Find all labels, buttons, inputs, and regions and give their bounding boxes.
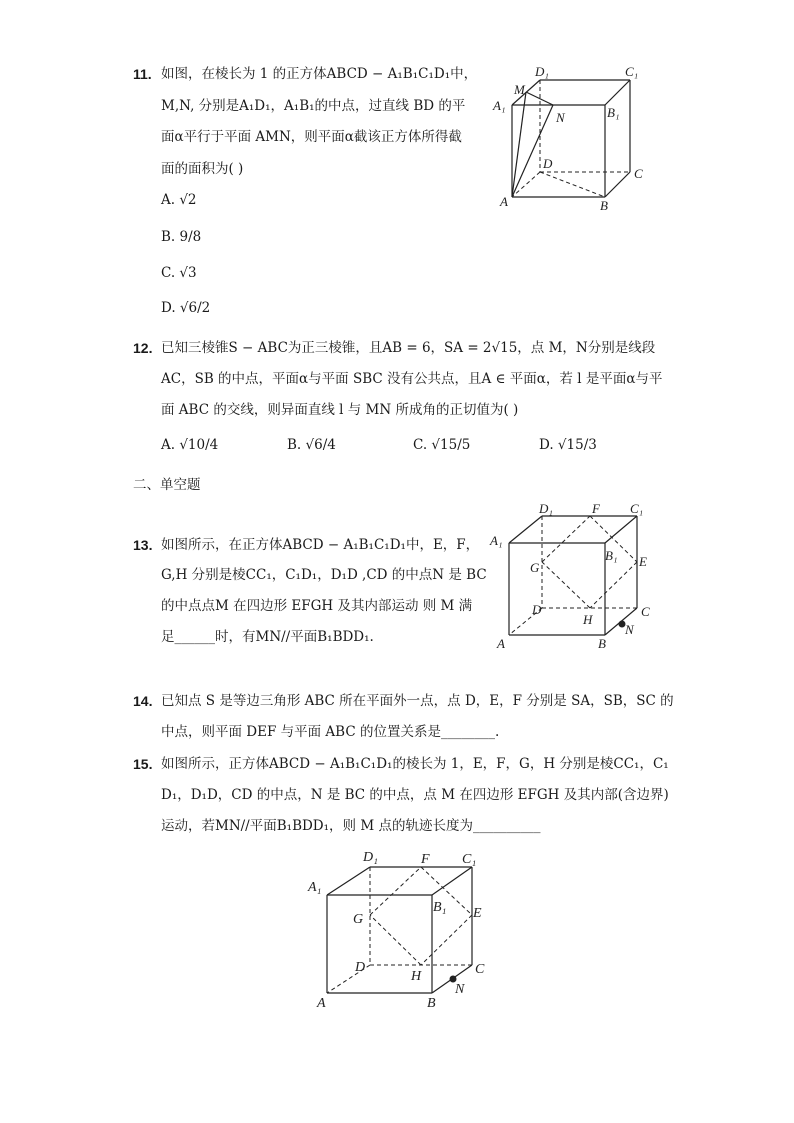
q11-label-b: B bbox=[600, 198, 608, 213]
q11-number: 11. bbox=[133, 66, 152, 82]
q15-label-b: B bbox=[427, 996, 436, 1011]
q13-label-b1: B₁ bbox=[605, 548, 618, 563]
q15-line-3: 运动，若MN//平面B₁BDD₁，则 M 点的轨迹长度为__________ bbox=[161, 818, 541, 834]
q15-number: 15. bbox=[133, 756, 153, 772]
q11-option-a[interactable]: A. √2 bbox=[161, 192, 197, 208]
q11-line-1: 如图，在棱长为 1 的正方体ABCD − A₁B₁C₁D₁中， bbox=[161, 66, 478, 82]
q11-line-3: 面α平行于平面 AMN，则平面α截该正方体所得截 bbox=[161, 129, 462, 145]
q13-label-d: D bbox=[532, 602, 542, 617]
q14-number: 14. bbox=[133, 693, 153, 709]
q13-label-c: C bbox=[641, 604, 650, 619]
q13-label-g: G bbox=[530, 560, 540, 575]
q11-line-2: M,N, 分别是A₁D₁，A₁B₁的中点，过直线 BD 的平 bbox=[161, 98, 466, 114]
q11-label-a1: A₁ bbox=[493, 98, 506, 113]
q11-label-c: C bbox=[634, 166, 643, 181]
q14-line-1: 已知点 S 是等边三角形 ABC 所在平面外一点，点 D，E，F 分别是 SA，SB，SC 的 bbox=[161, 693, 674, 709]
q11-option-d[interactable]: D. √6/2 bbox=[161, 300, 211, 316]
q15-label-e: E bbox=[473, 906, 482, 921]
q12-line-3: 面 ABC 的交线，则异面直线 l 与 MN 所成角的正切值为( ) bbox=[161, 402, 519, 418]
section-title: 二、单空题 bbox=[133, 477, 201, 493]
q12-option-d[interactable]: D. √15/3 bbox=[539, 437, 597, 453]
q12-line-2: AC，SB 的中点，平面α与平面 SBC 没有公共点，且A ∈ 平面α，若 l 是平面α与平 bbox=[161, 371, 663, 387]
q12-option-a[interactable]: A. √10/4 bbox=[161, 437, 219, 453]
q13-line-4: 足______时，有MN//平面B₁BDD₁. bbox=[161, 629, 374, 645]
q11-label-m: M bbox=[514, 82, 525, 97]
q12-line-1: 已知三棱锥S − ABC为正三棱锥，且AB = 6，SA = 2√15，点 M，N分别是线段 bbox=[161, 340, 656, 356]
q15-label-d1: D₁ bbox=[363, 850, 378, 865]
q13-label-d1: D₁ bbox=[539, 501, 553, 516]
q15-label-b1: B₁ bbox=[433, 900, 447, 915]
q15-label-f: F bbox=[421, 852, 430, 867]
q11-option-b[interactable]: B. 9/8 bbox=[161, 229, 202, 245]
q14-line-2: 中点，则平面 DEF 与平面 ABC 的位置关系是________. bbox=[161, 724, 500, 740]
q15-label-a1: A₁ bbox=[308, 880, 322, 895]
q13-label-a: A bbox=[497, 636, 505, 651]
q13-line-1: 如图所示，在正方体ABCD − A₁B₁C₁D₁中，E，F， bbox=[161, 537, 480, 553]
q13-number: 13. bbox=[133, 537, 153, 553]
q13-label-b: B bbox=[598, 636, 606, 651]
q13-label-f: F bbox=[592, 501, 600, 516]
q11-label-b1: B₁ bbox=[607, 105, 620, 120]
q11-cube-figure bbox=[490, 60, 660, 215]
q15-cube-figure bbox=[305, 843, 505, 1013]
q13-label-h: H bbox=[583, 612, 593, 627]
q15-label-d: D bbox=[355, 960, 366, 975]
q15-label-c1: C₁ bbox=[462, 852, 477, 867]
q13-label-n: N bbox=[625, 622, 634, 637]
q11-label-d: D bbox=[543, 156, 553, 171]
q12-number: 12. bbox=[133, 340, 153, 356]
q13-line-3: 的中点点M 在四边形 EFGH 及其内部运动 则 M 满 bbox=[161, 598, 473, 614]
q11-label-n: N bbox=[556, 110, 565, 125]
q13-label-a1: A₁ bbox=[490, 533, 503, 548]
q12-option-b[interactable]: B. √6/4 bbox=[287, 437, 336, 453]
q11-line-4: 面的面积为( ) bbox=[161, 161, 244, 177]
q13-label-e: E bbox=[639, 554, 647, 569]
q15-label-h: H bbox=[411, 969, 422, 984]
q13-line-2: G,H 分别是棱CC₁，C₁D₁，D₁D ,CD 的中点N 是 BC bbox=[161, 567, 487, 583]
q15-line-1: 如图所示，正方体ABCD − A₁B₁C₁D₁的棱长为 1，E，F，G，H 分别是棱CC₁，C₁ bbox=[161, 756, 669, 772]
q15-label-c: C bbox=[475, 962, 485, 977]
q11-option-c[interactable]: C. √3 bbox=[161, 265, 197, 281]
q11-label-a: A bbox=[500, 194, 508, 209]
q11-label-d1: D₁ bbox=[535, 64, 549, 79]
q15-label-g: G bbox=[353, 912, 364, 927]
q13-label-c1: C₁ bbox=[630, 501, 644, 516]
q15-label-a: A bbox=[317, 996, 326, 1011]
q13-cube-figure bbox=[487, 500, 677, 655]
q11-label-c1: C₁ bbox=[625, 64, 639, 79]
q15-label-n: N bbox=[455, 982, 465, 997]
q15-line-2: D₁，D₁D，CD 的中点，N 是 BC 的中点，点 M 在四边形 EFGH 及其内部(含边界) bbox=[161, 787, 669, 803]
q12-option-c[interactable]: C. √15/5 bbox=[413, 437, 471, 453]
